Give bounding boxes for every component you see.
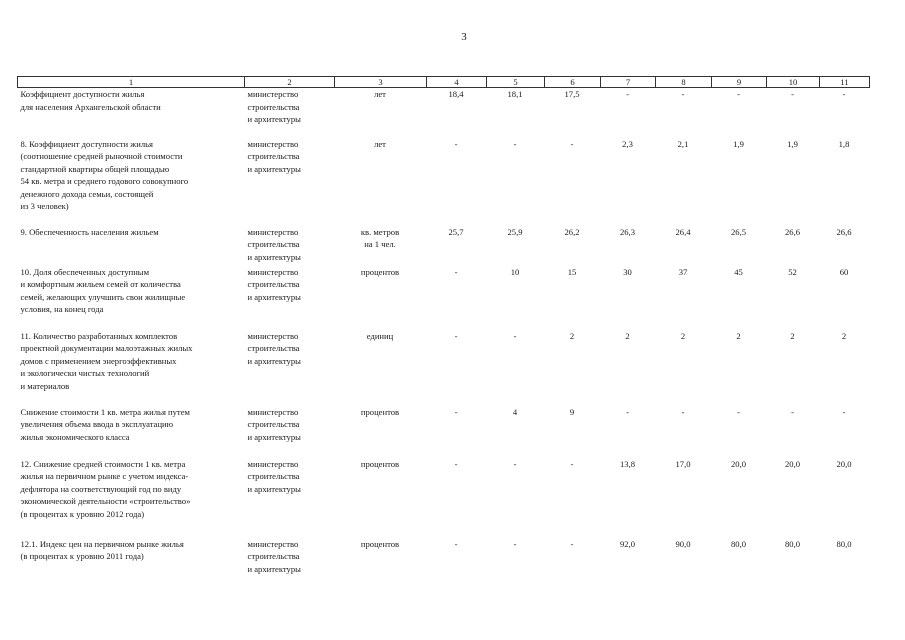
value-cell: 26,5: [730, 226, 747, 237]
column-header-1: 1: [18, 77, 245, 88]
value-cell: -: [570, 538, 574, 549]
column-header-11: 11: [820, 77, 870, 88]
value-cell: 1,9: [733, 138, 744, 149]
value-cell: 80,0: [730, 538, 747, 549]
indicator-name: 11. Количество разработанных комплектов проектной документации малоэтажных жилых домов с применением энергоэффективных и экологически чистых технологий и материалов: [20, 330, 193, 391]
value-cell: 26,2: [564, 226, 580, 237]
unit-of-measure: кв. метров на 1 чел.: [360, 226, 400, 249]
value-cell: 25,9: [507, 226, 523, 237]
value-cell: -: [842, 406, 846, 417]
value-cell: 9: [569, 406, 575, 417]
page-number: 3: [461, 31, 467, 43]
value-cell: -: [681, 89, 685, 99]
value-cell: 10: [510, 266, 520, 277]
value-cell: 17,5: [564, 89, 580, 99]
unit-of-measure: процентов: [360, 538, 400, 549]
value-cell: -: [570, 458, 574, 469]
column-header-2: 2: [245, 77, 335, 88]
value-cell: 52: [788, 266, 797, 277]
value-cell: 18,4: [448, 89, 464, 99]
responsible-org: министерство строительства и архитектуры: [247, 406, 301, 442]
indicator-name: 10. Доля обеспеченных доступным и комфортным жильем семей от количества семей, желающих улучшить свои жилищные условия, на конец года: [20, 266, 186, 314]
value-cell: -: [454, 138, 458, 149]
value-cell: 25,7: [448, 226, 464, 237]
value-cell: 26,6: [784, 226, 801, 237]
value-cell: -: [842, 89, 846, 99]
value-cell: 30: [623, 266, 632, 277]
value-cell: -: [513, 538, 517, 549]
value-cell: -: [737, 406, 740, 417]
table-row: [18, 138, 870, 226]
column-header-5: 5: [487, 77, 545, 88]
responsible-org: министерство строительства и архитектуры: [247, 266, 301, 302]
value-cell: 15: [567, 266, 577, 277]
value-cell: -: [791, 406, 794, 417]
value-cell: -: [513, 330, 517, 341]
indicators-table: [17, 76, 870, 578]
indicator-name: Снижение стоимости 1 кв. метра жилья путем увеличения объема ввода в эксплуатацию жилья экономического класса: [20, 406, 190, 442]
table-row: [18, 266, 870, 330]
value-cell: 80,0: [784, 538, 801, 549]
indicator-name: 12. Снижение средней стоимости 1 кв. метра жилья на первичном рынке с учетом индекса- дефлятора на соответствующий год по виду экономической деятельности «строительство» (в процентах к уровню 2012 года): [20, 458, 191, 519]
value-cell: 90,0: [675, 538, 691, 549]
value-cell: 2,1: [677, 138, 689, 149]
table-row: [18, 226, 870, 266]
value-cell: -: [737, 89, 740, 99]
table-header-row: [18, 77, 870, 88]
table-row: [18, 330, 870, 406]
table-body: [18, 88, 870, 578]
value-cell: 20,0: [784, 458, 801, 469]
responsible-org: министерство строительства и архитектуры: [247, 226, 301, 262]
column-header-9: 9: [712, 77, 767, 88]
value-cell: 80,0: [836, 538, 852, 549]
value-cell: 26,3: [619, 226, 636, 237]
value-cell: -: [570, 138, 574, 149]
value-cell: 20,0: [730, 458, 747, 469]
column-header-3: 3: [335, 77, 427, 88]
unit-of-measure: лет: [374, 89, 386, 99]
value-cell: 2: [625, 330, 630, 341]
responsible-org: министерство строительства и архитектуры: [247, 89, 301, 124]
value-cell: -: [513, 458, 517, 469]
value-cell: 37: [678, 266, 688, 277]
value-cell: 2: [790, 330, 795, 341]
value-cell: 2: [736, 330, 741, 341]
column-header-7: 7: [601, 77, 656, 88]
responsible-org: министерство строительства и архитектуры: [247, 458, 301, 494]
table-row: [18, 88, 870, 138]
indicator-name: 9. Обеспеченность населения жильем: [20, 226, 159, 237]
value-cell: 2: [841, 330, 847, 341]
responsible-org: министерство строительства и архитектуры: [247, 138, 301, 174]
indicator-name: 12.1. Индекс цен на первичном рынке жилья (в процентах к уровню 2011 года): [20, 538, 184, 561]
indicator-name: 8. Коэффициент доступности жилья (соотношение средней рыночной стоимости стандартной квартиры общей площадью 54 кв. метра и среднего годового совокупного денежного дохода семьи, состоящей из 3 человек): [20, 138, 189, 211]
value-cell: 18,1: [507, 89, 523, 99]
unit-of-measure: лет: [374, 138, 386, 149]
value-cell: -: [454, 330, 458, 341]
value-cell: -: [454, 538, 458, 549]
value-cell: 60: [839, 266, 849, 277]
responsible-org: министерство строительства и архитектуры: [247, 330, 301, 366]
value-cell: -: [791, 89, 794, 99]
value-cell: -: [454, 458, 458, 469]
value-cell: 2,3: [622, 138, 633, 149]
value-cell: 92,0: [619, 538, 636, 549]
table-row: [18, 458, 870, 538]
value-cell: -: [513, 138, 517, 149]
table-row: [18, 538, 870, 578]
column-header-4: 4: [427, 77, 487, 88]
value-cell: 13,8: [619, 458, 636, 469]
value-cell: -: [681, 406, 685, 417]
value-cell: 2: [680, 330, 686, 341]
indicator-name: Коэффициент доступности жилья для населения Архангельской области: [20, 89, 161, 112]
unit-of-measure: процентов: [360, 406, 400, 417]
value-cell: -: [626, 406, 629, 417]
value-cell: 1,9: [787, 138, 798, 149]
value-cell: -: [454, 266, 458, 277]
value-cell: 1,8: [838, 138, 850, 149]
column-header-6: 6: [545, 77, 601, 88]
value-cell: 17,0: [675, 458, 691, 469]
value-cell: -: [626, 89, 629, 99]
value-cell: 26,6: [836, 226, 852, 237]
value-cell: 20,0: [836, 458, 852, 469]
value-cell: 4: [512, 406, 518, 417]
unit-of-measure: процентов: [360, 458, 400, 469]
column-header-10: 10: [767, 77, 820, 88]
value-cell: 26,4: [675, 226, 691, 237]
value-cell: -: [454, 406, 458, 417]
responsible-org: министерство строительства и архитектуры: [247, 538, 301, 574]
unit-of-measure: процентов: [360, 266, 400, 277]
value-cell: 2: [569, 330, 575, 341]
value-cell: 45: [734, 266, 743, 277]
column-header-8: 8: [656, 77, 712, 88]
table-row: [18, 406, 870, 458]
unit-of-measure: единиц: [366, 330, 394, 341]
